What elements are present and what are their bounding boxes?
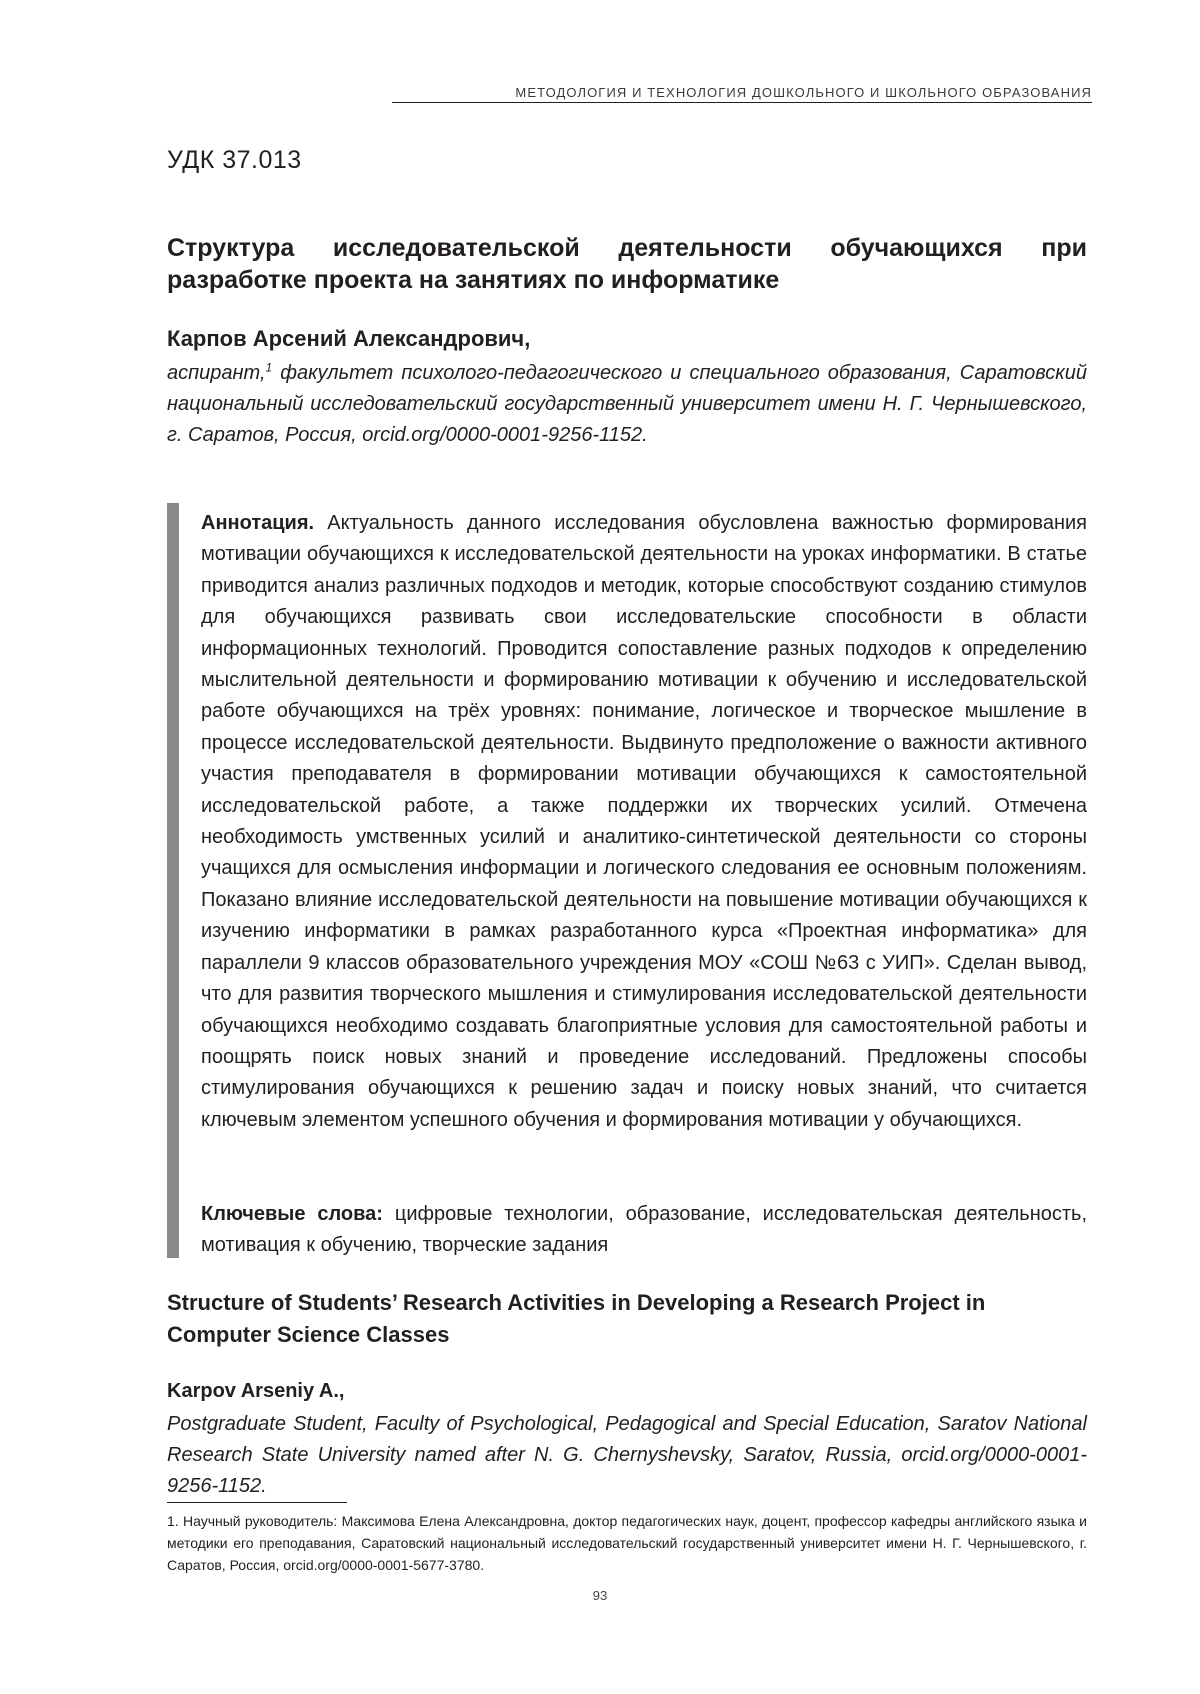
affiliation-rest: факультет психолого-педагогического и специального образования, Саратовский национальный исследовательский государственный университет имени Н. Г. Чернышевского, г. Саратов, Россия, orcid.org/0000-0001-9256-1152. xyxy=(167,362,1087,446)
abstract-block xyxy=(201,508,1087,1136)
keywords-text: цифровые технологии, образование, исследовательская деятельность, мотивация к обучению, творческие задания xyxy=(201,1203,1087,1257)
footnote: 1. Научный руководитель: Максимова Елена Александровна, доктор педагогических наук, доцент, профессор кафедры английского языка и методики его преподавания, Саратовский национальный исследовательский государственный университет имени Н. Г. Чернышевского, г. Саратов, Россия, orcid.org/0000-0001-5677-3780. xyxy=(167,1513,1087,1573)
abstract-sidebar-bar xyxy=(167,503,179,1258)
author-affiliation-ru xyxy=(167,358,1087,451)
page-number: 93 xyxy=(592,1588,608,1603)
abstract-text: Актуальность данного исследования обусловлена важностью формирования мотивации обучающихся к исследовательской деятельности на уроках информатики. В статье приводится анализ различных подходов и методик, которые способствуют созданию стимулов для обучающихся развивать свои исследовательские способности в области информационных технологий. Проводится сопоставление разных подходов к определению мыслительной деятельности и формированию мотивации к обучению и исследовательской работе обучающихся на трёх уровнях: понимание, логическое и творческое мышление в процессе исследовательской деятельности. Выдвинуто предположение о важности активного участия преподавателя в формировании мотивации обучающихся к самостоятельной исследовательской работе, а также поддержки их творческих усилий. Отмечена необходимость умственных усилий и аналитико-синтетической деятельности со стороны учащихся для осмысления информации и логического следования ее основным положениям. Показано влияние исследовательской деятельности на повышение мотивации обучающихся к изучению информатики в рамках разработанного курса «Проектная информатика» для параллели 9 классов образовательного учреждения МОУ «СОШ №63 с УИП». Сделан вывод, что для развития творческого мышления и стимулирования исследовательской деятельности обучающихся необходимо создавать благоприятные условия для самостоятельной работы и поощрять поиск новых знаний и проведение исследований. Предложены способы стимулирования обучающихся к решению задач и поиску новых знаний, что считается ключевым элементом успешного обучения и формирования мотивации у обучающихся. xyxy=(201,512,1087,1131)
abstract-label: Аннотация. xyxy=(201,512,315,534)
article-title-en: Structure of Students’ Research Activities in Developing a Research Project in Computer Science Classes xyxy=(167,1290,986,1347)
keywords-label: Ключевые слова: xyxy=(201,1203,383,1225)
keywords-block xyxy=(201,1199,1087,1262)
author-affiliation-en: Postgraduate Student, Faculty of Psychological, Pedagogical and Special Education, Saratov National Research State University named after N. G. Chernyshevsky, Saratov, Russia, orcid.org/0000-0001-9256-1152. xyxy=(167,1413,1087,1497)
udk-code: УДК 37.013 xyxy=(167,146,302,174)
footnote-divider xyxy=(167,1502,347,1503)
author-name-ru: Карпов Арсений Александрович, xyxy=(167,326,531,351)
article-title-ru: Структура исследовательской деятельности обучающихся при разработке проекта на занятиях по информатике xyxy=(167,234,1087,294)
author-name-en: Karpov Arseniy A., xyxy=(167,1380,345,1402)
running-head: МЕТОДОЛОГИЯ И ТЕХНОЛОГИЯ ДОШКОЛЬНОГО И ШКОЛЬНОГО ОБРАЗОВАНИЯ xyxy=(392,84,1092,103)
affiliation-prefix: аспирант, xyxy=(167,362,266,384)
footnote-mark: 1 xyxy=(265,360,273,375)
